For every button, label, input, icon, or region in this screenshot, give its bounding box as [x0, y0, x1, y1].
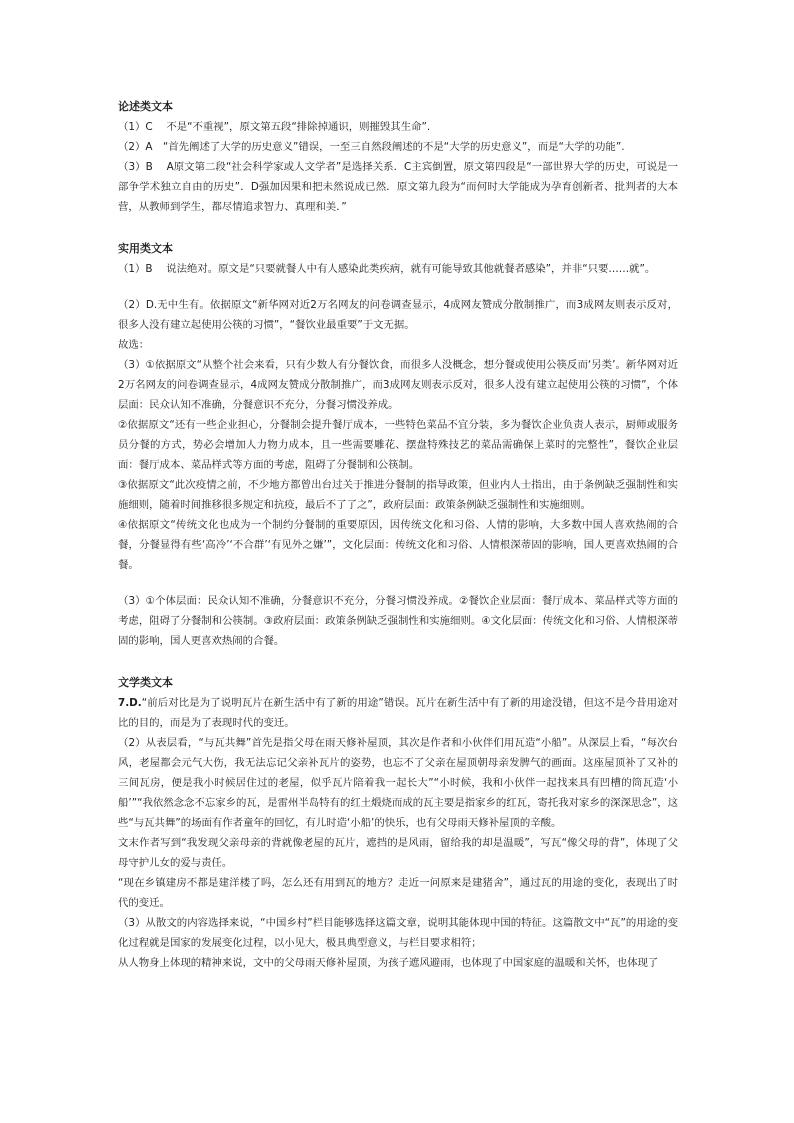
answer-s1-q2: （2）A “首先阐述了大学的历史意义”错误，一至三自然段阐述的不是“大学的历史意义”，而是“大学的功能”.	[118, 141, 625, 153]
answer-s2-q3-point4: ④依据原文“传统文化也成为一个制约分餐制的重要原因，因传统文化和习俗、人情的影响，大多数中国人喜欢热闹的合餐，分餐显得有些‘高冷’‘不合群’‘有见外之嫌’”，文化层面：传统文化和习俗、人情根深蒂固的影响，国人更喜欢热闹的合餐。	[118, 519, 678, 571]
section-heading-literary: 文学类文本	[118, 676, 173, 689]
answer-s2-choose: 故选：	[118, 339, 150, 351]
answer-s2-q2: （2）D.无中生有。依据原文“新华网对近2万名网友的问卷调查显示，4成网友赞成分散制推广，而3成网友则表示反对，很多人没有建立起使用公筷的习惯”，“餐饮业最重要”于文无据。	[118, 299, 678, 331]
answer-s3-q2-cont1: 文末作者写到“我发现父亲母亲的背就像老屋的瓦片，遮挡的是风雨，留给我的却是温暖”，写瓦“像父母的背”，体现了父母守护儿女的爱与责任。	[118, 837, 678, 869]
document-content	[118, 97, 678, 973]
answer-s2-q1: （1）B 说法绝对。原文是“只要就餐人中有人感染此类疾病，就有可能导致其他就餐者感染”，并非“只要……就”。	[118, 263, 656, 275]
answer-s3-q2: （2）从表层看，“与瓦共舞”首先是指父母在雨天修补屋顶，其次是作者和小伙伴们用瓦造“小船”。从深层上看，“每次台风，老屋都会元气大伤，我无法忘记父亲补瓦片的姿势，也忘不了父亲在屋顶朝母亲发脾气的画面。这座屋顶补了又补的三间瓦房，便是我小时候居住过的老屋，似乎瓦片陪着我一起长大”“小时候，我和小伙伴一起找来具有凹槽的筒瓦造‘小船’”“我依然念念不忘家乡的瓦，是雷州半岛特有的红土煅烧而成的瓦主要是指家乡的红瓦，寄托我对家乡的深深思念”，这些“与瓦共舞”的场面有作者童年的回忆，有儿时造‘小船’的快乐，也有父母雨天修补屋顶的辛酸。	[118, 737, 678, 829]
question-number: 7.D.	[118, 697, 142, 709]
answer-s2-q3-point3: ③依据原文“此次疫情之前，不少地方都曾出台过关于推进分餐制的指导政策，但业内人士指出，由于条例缺乏强制性和实施细则，随着时间推移很多规定和抗疫，最后不了了之”，政府层面：政策条例缺乏强制性和实施细则。	[118, 479, 678, 511]
section-heading-argumentative: 论述类文本	[118, 100, 173, 113]
answer-s2-q3-point2: ②依据原文“还有一些企业担心，分餐制会提升餐厅成本，一些特色菜品不宜分装，多为餐饮企业负责人表示，厨师或服务员分餐的方式，势必会增加人力物力成本，且一些需要雕花、摆盘特殊技艺的菜品需确保上菜时的完整性”，餐饮企业层面：餐厅成本、菜品样式等方面的考虑，阻碍了分餐制和公筷制。	[118, 419, 678, 471]
answer-s2-q3-summary: （3）①个体层面：民众认知不准确，分餐意识不充分，分餐习惯没养成。②餐饮企业层面：餐厅成本、菜品样式等方面的考虑，阻碍了分餐制和公筷制。③政府层面：政策条例缺乏强制性和实施细则。④文化层面：传统文化和习俗、人情根深蒂固的影响，国人更喜欢热闹的合餐。	[118, 595, 678, 647]
answer-s3-q7	[118, 693, 678, 733]
answer-s2-q3-point1: （3）①依据原文“从整个社会来看，只有少数人有分餐饮食，而很多人没概念，想分餐或使用公筷反而‘另类’。新华网对近2万名网友的问卷调查显示，4成网友赞成分散制推广，而3成网友则表示反对，很多人没有建立起使用公筷的习惯”，个体层面：民众认知不准确，分餐意识不充分，分餐习惯没养成。	[118, 359, 678, 411]
section-heading-practical: 实用类文本	[118, 242, 173, 255]
answer-s3-q3-cont: 从人物身上体现的精神来说，文中的父母雨天修补屋顶，为孩子遮风避雨，也体现了中国家庭的温暖和关怀，也体现了	[118, 957, 659, 969]
answer-s1-q3: （3）B A原文第二段“社会科学家或人文学者”是选择关系．C主宾倒置，原文第四段是“一部世界大学的历史，可说是一部争学术独立自由的历史”．D强加因果和把未然说成已然．原文第九段为“而何时大学能成为孕育创新者、批判者的大本营，从教师到学生，都尽情追求智力、真理和美．”	[118, 161, 678, 213]
answer-s3-q7-text: “前后对比是为了说明瓦片在新生活中有了新的用途”错误。瓦片在新生活中有了新的用途没错，但这不是今昔用途对比的目的，而是为了表现时代的变迁。	[118, 697, 678, 729]
answer-s3-q3: （3）从散文的内容选择来说，“中国乡村”栏目能够选择这篇文章，说明其能体现中国的特征。这篇散文中“瓦”的用途的变化过程就是国家的发展变化过程，以小见大，极具典型意义，与栏目要求相符；	[118, 917, 678, 949]
answer-s1-q1: （1）C 不是“不重视”，原文第五段“排除掉通识，则摧毁其生命”.	[118, 121, 431, 133]
answer-s3-q2-cont2: “现在乡镇建房不都是建洋楼了吗，怎么还有用到瓦的地方？走近一问原来是建猪舍”，通过瓦的用途的变化，表现出了时代的变迁。	[118, 877, 678, 909]
